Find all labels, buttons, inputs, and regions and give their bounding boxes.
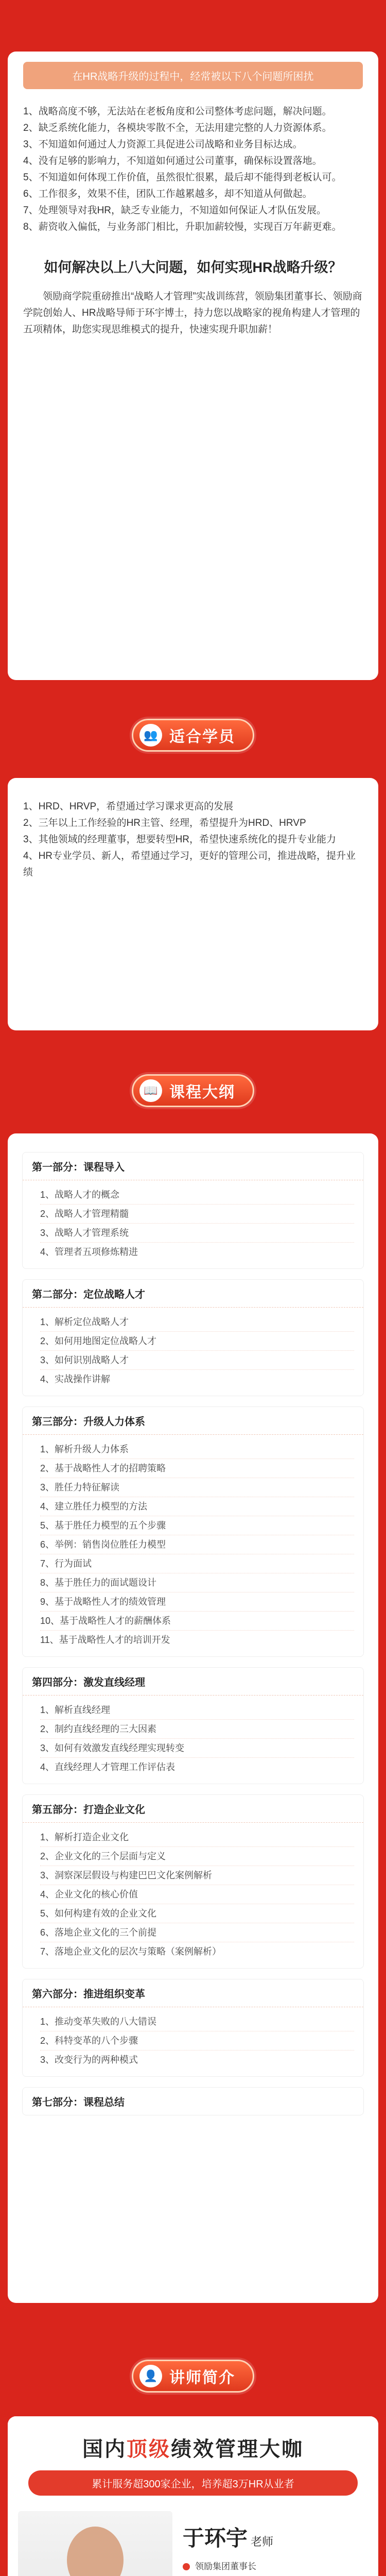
lecturer-title-text: 领励集团董事长 [195, 2562, 256, 2571]
part-item: 7、落地企业文化的层次与策略（案例解析） [40, 1946, 222, 1957]
intro-card [8, 52, 378, 680]
lecturer-name-text: 于环宇 [183, 2526, 248, 2550]
headline-accent: 顶级 [127, 2438, 171, 2461]
part-item: 3、战略人才管理系统 [40, 1224, 354, 1243]
part-items [23, 1308, 363, 1396]
part-item: 1、解析打造企业文化 [40, 1828, 354, 1847]
section-header-outline [0, 1074, 386, 1107]
part-items [23, 1823, 363, 1968]
audience-item: 2、三年以上工作经验的HR主管、经理，希望提升为HRD、HRVP [23, 818, 306, 828]
part-items [23, 1180, 363, 1268]
part-title: 第四部分：激发直线经理 [23, 1668, 363, 1696]
lecturer-top [8, 2416, 378, 2496]
part-item: 7、行为面试 [40, 1554, 354, 1573]
part-item: 4、企业文化的核心价值 [40, 1885, 354, 1904]
lecturer-name-suffix: 老师 [251, 2535, 274, 2548]
part-item: 2、如何用地图定位战略人才 [40, 1332, 354, 1351]
lecturer-headline [18, 2433, 368, 2462]
lecturer-profile [8, 2501, 378, 2576]
part-item: 9、基于战略性人才的绩效管理 [40, 1592, 354, 1612]
intro-question: 如何解决以上八大问题，如何实现HR战略升级？ [44, 260, 342, 275]
part-item: 6、落地企业文化的三个前提 [40, 1923, 354, 1942]
part-item: 3、洞察深层假设与构建巴巴文化案例解析 [40, 1866, 354, 1885]
outline-part [22, 1279, 364, 1396]
part-items [23, 1435, 363, 1656]
section-pill [132, 2360, 254, 2393]
part-item: 2、科特变革的八个步骤 [40, 2031, 354, 2050]
section-pill [132, 719, 254, 752]
section-title: 讲师简介 [169, 2369, 235, 2386]
lecturer-photo [18, 2511, 172, 2576]
part-item: 1、解析定位战略人才 [40, 1313, 354, 1332]
part-items [23, 1696, 363, 1784]
part-item: 8、基于胜任力的面试题设计 [40, 1573, 354, 1592]
part-item: 2、企业文化的三个层面与定义 [40, 1847, 354, 1866]
pain-item: 3、不知道如何通过人力资源工具促进公司战略和业务目标达成。 [23, 139, 303, 150]
outline-part [22, 2087, 364, 2115]
lecturer-name [183, 2521, 273, 2552]
part-item: 3、如何有效激发直线经理实现转变 [40, 1739, 354, 1758]
part-item: 2、战略人才管理精髓 [40, 1205, 354, 1224]
part-item: 4、管理者五项修炼精进 [40, 1247, 138, 1257]
bullet-icon [183, 2563, 190, 2570]
intro-banner: 在HR战略升级的过程中，经常被以下八个问题所困扰 [23, 62, 363, 89]
audience-item: 4、HR专业学员、新人，希望通过学习，更好的管理公司，推进战略，提升业绩 [23, 851, 356, 878]
part-item: 5、基于胜任力模型的五个步骤 [40, 1516, 354, 1535]
headline-pre: 国内 [82, 2438, 127, 2461]
lecturer-subtitle: 累计服务超300家企业，培养超3万HR从业者 [28, 2470, 358, 2496]
part-title: 第一部分：课程导入 [23, 1153, 363, 1180]
section-header-audience [0, 719, 386, 752]
part-item: 11、基于战略性人才的培训开发 [40, 1635, 170, 1645]
section-title: 课程大纲 [169, 1084, 235, 1101]
outline-part [22, 1152, 364, 1269]
pain-item: 6、工作很多，效果不佳，团队工作越累越多，却不知道从何做起。 [23, 189, 312, 199]
part-title: 第六部分：推进组织变革 [23, 1979, 363, 2007]
part-item: 3、如何识别战略人才 [40, 1351, 354, 1370]
lecturer-titles [183, 2557, 325, 2576]
outline-part [22, 1667, 364, 1784]
part-item: 3、改变行为的两种模式 [40, 2055, 138, 2065]
outline-card [8, 1133, 378, 2303]
audience-item: 1、HRD、HRVP，希望通过学习课求更高的发展 [23, 801, 234, 812]
part-item: 1、解析升级人力体系 [40, 1440, 354, 1459]
lecturer-title-item [183, 2557, 325, 2576]
outline-part [22, 1406, 364, 1657]
pain-list [23, 104, 363, 235]
part-title: 第二部分：定位战略人才 [23, 1280, 363, 1308]
pain-item: 4、没有足够的影响力，不知道如何通过公司董事，确保标设置落地。 [23, 156, 322, 166]
part-item: 10、基于战略性人才的薪酬体系 [40, 1612, 354, 1631]
intro-paragraph: 领励商学院重磅推出“战略人才管理”实战训练营，领励集团董事长、领励商学院创始人、HR战略导师于环宇博士，持力您以战略家的视角构建人才管理的五项精体，助您实现思维模式的提升，快速实现升职加薪！ [23, 291, 362, 335]
outline-part [22, 1794, 364, 1969]
users-icon: 👥 [139, 724, 162, 747]
part-items [23, 2007, 363, 2076]
part-item: 1、推动变革失败的八大错误 [40, 2012, 354, 2031]
part-item: 1、战略人才的概念 [40, 1185, 354, 1205]
part-item: 5、如何构建有效的企业文化 [40, 1904, 354, 1923]
part-title: 第三部分：升级人力体系 [23, 1407, 363, 1435]
part-item: 3、胜任力特征解读 [40, 1478, 354, 1497]
audience-card [8, 778, 378, 1030]
pain-item: 2、缺乏系统化能力，各模块零散不全，无法用建完整的人力资源体系。 [23, 123, 332, 133]
audience-item: 3、其他领域的经理董事，想要转型HR，希望快速系统化的提升专业能力 [23, 834, 337, 845]
part-item: 2、制约直线经理的三大因素 [40, 1720, 354, 1739]
part-title: 第七部分：课程总结 [32, 2097, 125, 2108]
outline-part [22, 1979, 364, 2077]
audience-list [23, 799, 363, 881]
headline-post: 绩效管理大咖 [171, 2438, 304, 2461]
part-item: 2、基于战略性人才的招聘策略 [40, 1459, 354, 1478]
lecturer-card [8, 2416, 378, 2576]
part-title: 第五部分：打造企业文化 [23, 1795, 363, 1823]
lecturer-head [67, 2527, 124, 2576]
pain-item: 5、不知道如何体现工作价值，虽然很忙很累，最后却不能得到老板认可。 [23, 172, 342, 183]
person-icon: 👤 [139, 2365, 162, 2387]
part-item: 1、解析直线经理 [40, 1701, 354, 1720]
section-header-lecturer [0, 2360, 386, 2393]
section-title: 适合学员 [169, 728, 235, 745]
pain-item: 7、处理领导对我HR，缺乏专业能力，不知道如何保证人才队伍发展。 [23, 205, 327, 216]
part-item: 6、举例：销售岗位胜任力模型 [40, 1535, 354, 1554]
section-pill [132, 1074, 254, 1107]
book-icon: 📖 [139, 1079, 162, 1102]
part-item: 4、建立胜任力模型的方法 [40, 1497, 354, 1516]
part-item: 4、直线经理人才管理工作评估表 [40, 1762, 176, 1772]
pain-item: 1、战略高度不够，无法站在老板角度和公司整体考虑问题，解决问题。 [23, 106, 332, 117]
part-item: 4、实战操作讲解 [40, 1374, 111, 1384]
pain-item: 8、薪资收入偏低，与业务部门相比，升职加薪较慢，实现百万年薪更难。 [23, 222, 342, 232]
